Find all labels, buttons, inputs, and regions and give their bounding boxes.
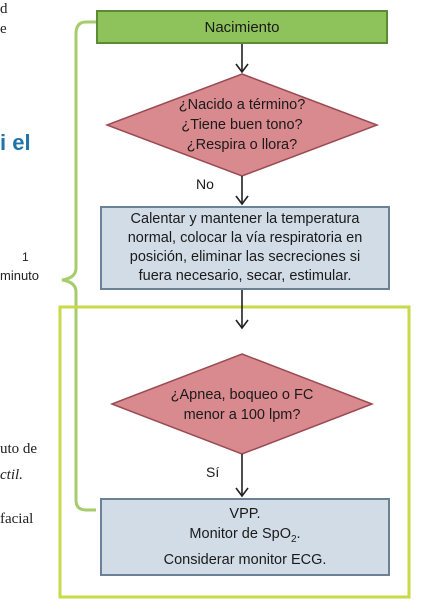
step-2-box xyxy=(100,498,390,576)
step-1-line-4: fuera necesario, secar, estimular. xyxy=(138,268,352,284)
decision-2-line-2: menor a 100 lpm? xyxy=(183,407,301,423)
bracket-time-unit: minuto xyxy=(0,268,40,283)
fragment-top-2: e xyxy=(0,21,7,37)
step-2-line-2 xyxy=(189,524,300,550)
decision-1-text xyxy=(142,95,342,155)
step-1-line-2: normal, colocar la vía respiratoria en xyxy=(127,230,363,246)
time-bracket xyxy=(62,22,96,510)
decision-2-text xyxy=(142,385,342,425)
decision-1-line-3: ¿Respira o llora? xyxy=(186,137,298,153)
decision-1-line-2: ¿Tiene buen tono? xyxy=(181,117,303,133)
step-2-line-2-suffix: . xyxy=(296,526,301,543)
step-2-line-2-subscript: 2 xyxy=(290,533,297,545)
fragment-bottom-3: facial xyxy=(0,511,34,527)
label-si: Sí xyxy=(206,464,220,480)
fragment-bottom-2: ctil. xyxy=(0,467,23,483)
fragment-title: i el xyxy=(0,130,31,155)
fragment-top-1: d xyxy=(0,1,8,17)
step-2-line-3: Considerar monitor ECG. xyxy=(163,551,327,568)
step-1-line-1: Calentar y mantener la temperatura xyxy=(130,211,360,227)
step-1-line-3: posición, eliminar las secreciones si xyxy=(129,249,361,265)
step-2-line-1: VPP. xyxy=(229,506,261,523)
fragment-bottom-1: uto de xyxy=(0,441,38,457)
decision-2-line-1: ¿Apnea, boqueo o FC xyxy=(170,387,314,403)
start-box: Nacimiento xyxy=(96,10,388,44)
step-2-line-2-prefix: Monitor de SpO xyxy=(189,526,291,543)
step-1-box xyxy=(100,206,390,290)
bracket-time-number: 1 xyxy=(22,250,29,264)
decision-1-line-1: ¿Nacido a término? xyxy=(178,97,306,113)
label-no: No xyxy=(196,176,214,192)
